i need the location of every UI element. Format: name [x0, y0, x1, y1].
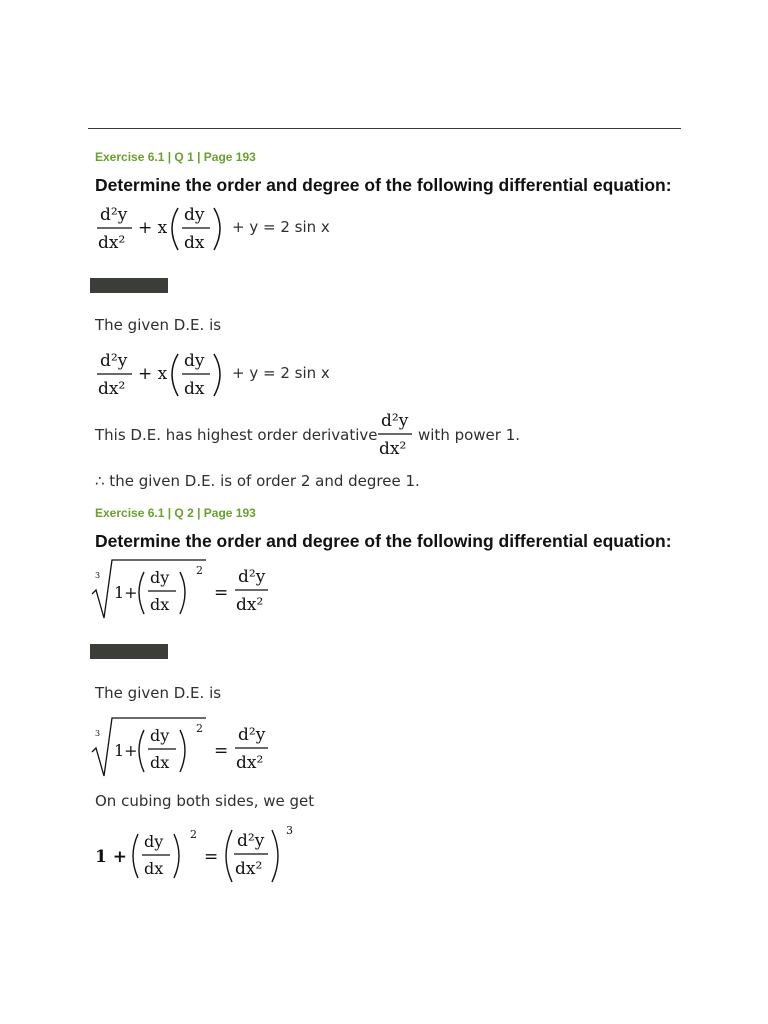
q2-question-title: Determine the order and degree of the following differential equation:: [95, 531, 672, 551]
svg-text:dy: dy: [184, 351, 205, 371]
q1-question-title: Determine the order and degree of the following differential equation:: [95, 175, 672, 195]
dx-denominator: dx: [184, 233, 205, 253]
svg-text:1+: 1+: [114, 741, 138, 760]
dx2-denominator: dx²: [98, 233, 126, 253]
svg-text:3: 3: [95, 729, 101, 738]
svg-text:2: 2: [196, 722, 203, 735]
svg-text:dx²: dx²: [236, 595, 264, 615]
svg-text:d²y: d²y: [381, 411, 409, 431]
solution-label-bar-2: [90, 644, 168, 659]
q1-conclusion: ∴ the given D.E. is of order 2 and degree 1.: [95, 472, 420, 490]
q2-exercise-reference[interactable]: Exercise 6.1 | Q 2 | Page 193: [95, 506, 256, 520]
cube-root-index: 3: [95, 571, 101, 580]
svg-text:=: =: [214, 583, 229, 603]
svg-text:=: =: [214, 741, 229, 761]
q2-cubing-text: On cubing both sides, we get: [95, 792, 315, 810]
svg-text:dy: dy: [150, 568, 170, 587]
svg-text:dy: dy: [150, 726, 170, 745]
svg-text:2: 2: [196, 564, 203, 577]
svg-text:2: 2: [190, 828, 197, 841]
left-paren: [172, 208, 178, 250]
svg-text:dx: dx: [184, 379, 205, 399]
svg-text:dx²: dx²: [98, 379, 126, 399]
svg-text:dx: dx: [150, 753, 170, 772]
plus-x: + x: [138, 218, 168, 238]
svg-text:dy: dy: [144, 832, 164, 851]
q1-solution-equation: [92, 346, 352, 404]
svg-text:d²y: d²y: [237, 831, 265, 851]
svg-text:=: =: [204, 847, 219, 867]
q2-solution-equation: [88, 714, 288, 782]
svg-text:dx: dx: [150, 595, 170, 614]
q1-equation: [92, 200, 352, 258]
q2-equation: [88, 556, 288, 624]
q2-solution-intro: The given D.E. is: [95, 684, 222, 702]
eq-tail: + y = 2 sin x: [232, 218, 330, 236]
svg-text:1 +: 1 +: [95, 847, 127, 867]
q1-exercise-reference[interactable]: Exercise 6.1 | Q 1 | Page 193: [95, 150, 256, 164]
d2y-numerator: d²y: [100, 205, 128, 225]
order-statement-a: This D.E. has highest order derivative: [95, 426, 378, 444]
svg-text:dx²: dx²: [379, 439, 407, 459]
order-statement-b: with power 1.: [418, 426, 521, 444]
svg-text:3: 3: [286, 824, 293, 837]
svg-text:dx²: dx²: [235, 859, 263, 879]
solution-label-bar: [90, 278, 168, 293]
horizontal-rule: [88, 128, 681, 129]
svg-text:dx: dx: [144, 859, 164, 878]
svg-text:+ x: + x: [138, 364, 168, 384]
svg-text:d²y: d²y: [238, 725, 266, 745]
svg-text:d²y: d²y: [100, 351, 128, 371]
q2-cubed-equation: [92, 820, 312, 886]
q1-solution-intro: The given D.E. is: [95, 316, 222, 334]
dy-numerator: dy: [184, 205, 205, 225]
q1-order-statement: [92, 406, 552, 464]
svg-text:+ y = 2 sin x: + y = 2 sin x: [232, 364, 330, 382]
radical-sign: [92, 560, 206, 618]
svg-text:d²y: d²y: [238, 567, 266, 587]
svg-text:1+: 1+: [114, 583, 138, 602]
svg-text:dx²: dx²: [236, 753, 264, 773]
right-paren: [214, 208, 220, 250]
